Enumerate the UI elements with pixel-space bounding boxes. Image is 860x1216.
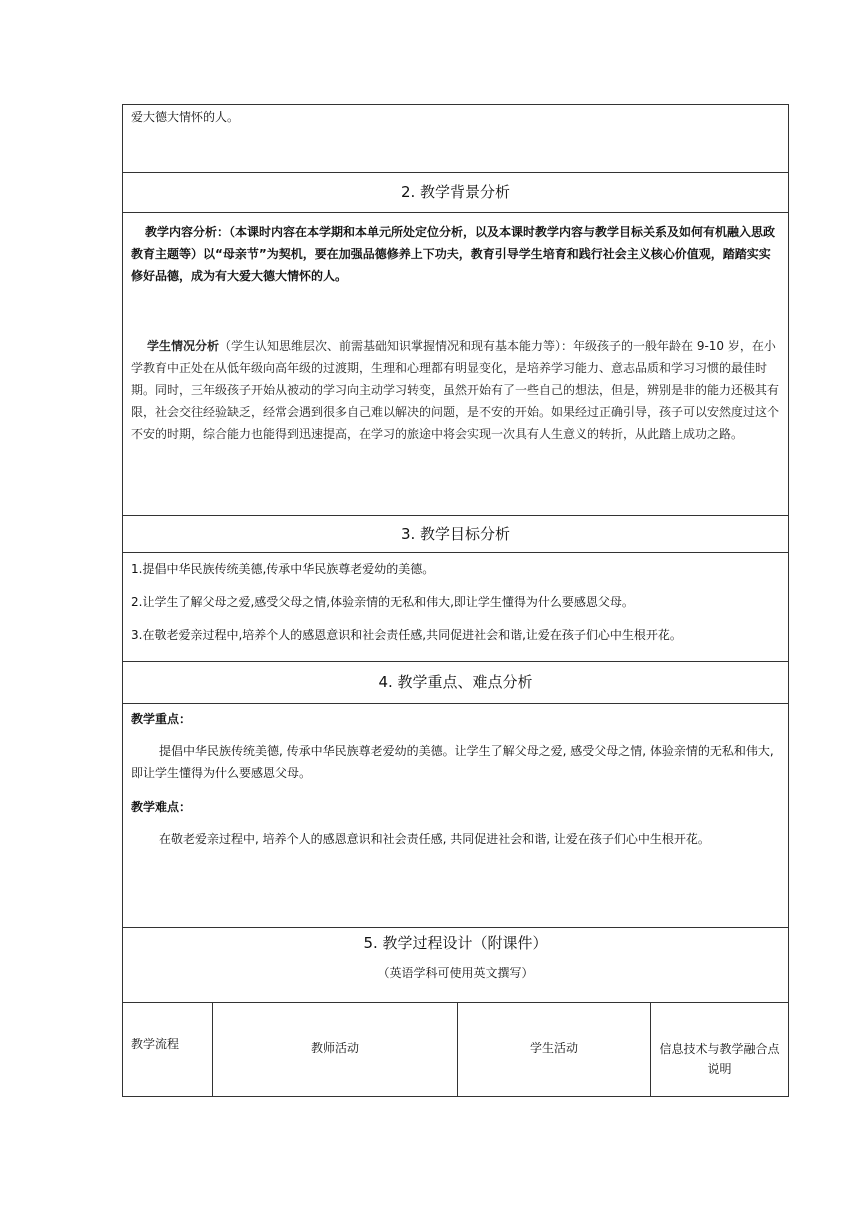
section-3-body — [122, 553, 789, 662]
difficulty-label: 教学难点： — [131, 800, 192, 814]
goal-item: 3.在敬老爱亲过程中,培养个人的感恩意识和社会责任感,共同促进社会和谐,让爱在孩子们心中生根开花。 — [131, 628, 682, 642]
section-4-header — [122, 662, 789, 704]
col-student: 学生活动 — [458, 1003, 651, 1096]
difficulty-text: 在敬老爱亲过程中, 培养个人的感恩意识和社会责任感, 共同促进社会和谐, 让爱在孩子们心中生根开花。 — [159, 832, 710, 846]
process-table-header — [122, 1003, 789, 1097]
section-5-title: 5. 教学过程设计（附课件） — [363, 934, 548, 952]
student-analysis-text: （学生认知思维层次、前需基础知识掌握情况和现有基本能力等）：年级孩子的一般年龄在 9-10 岁，在小学教育中正处在从低年级向高年级的过渡期，生理和心理都有明显变化，是培养学习能力、意志品质和学习习惯的最佳时期。同时，三年级孩子开始从被动的学习向主动学习转变，虽然开始有了一些自己的想法，但是，辨别是非的能力还极其有限，社会交往经验缺乏，经常会遇到很多自己难以解决的问题，是不安的开始。如果经过正确引导，孩子可以安然度过这个不安的时期，综合能力也能得到迅速提高，在学习的旅途中将会实现一次具有人生意义的转折，从此踏上成功之路。 — [131, 339, 780, 441]
goal-item: 1.提倡中华民族传统美德,传承中华民族尊老爱幼的美德。 — [131, 562, 435, 576]
student-analysis-label: 学生情况分析 — [147, 339, 220, 353]
goal-item: 2.让学生了解父母之爱,感受父母之情,体验亲情的无私和伟大,即让学生懂得为什么要感恩父母。 — [131, 595, 634, 609]
content-analysis-text: （本课时内容在本学期和本单元所处定位分析，以及本课时教学内容与教学目标关系及如何有机融入思政教育主题等）以“母亲节”为契机，要在加强品德修养上下功夫，教育引导学生培育和践行社会主义核心价值观，踏踏实实修好品德，成为有大爱大德大情怀的人。 — [131, 225, 776, 283]
section-2-title: 2. 教学背景分析 — [400, 183, 511, 201]
key-point-label: 教学重点： — [131, 712, 192, 726]
section-4-body — [122, 704, 789, 928]
section-4-title: 4. 教学重点、难点分析 — [378, 673, 533, 691]
section-5-subtitle: （英语学科可使用英文撰写） — [377, 966, 534, 980]
section-5-header — [122, 928, 789, 1003]
section-3-header — [122, 516, 789, 553]
section-2-body — [122, 213, 789, 516]
section-3-title: 3. 教学目标分析 — [400, 525, 511, 543]
student-analysis — [131, 335, 780, 445]
key-point-text: 提倡中华民族传统美德, 传承中华民族尊老爱幼的美德。让学生了解父母之爱, 感受父母之情, 体验亲情的无私和伟大, 即让学生懂得为什么要感恩父母。 — [131, 744, 774, 780]
section-1-tail-text: 爱大德大情怀的人。 — [131, 110, 240, 124]
section-2-header — [122, 173, 789, 213]
col-it-integration: 信息技术与教学融合点说明 — [659, 1042, 780, 1076]
lesson-plan-table — [122, 104, 789, 1097]
section-1-tail — [122, 104, 789, 173]
col-teacher: 教师活动 — [213, 1003, 458, 1096]
col-process: 教学流程 — [123, 1003, 213, 1096]
content-analysis — [131, 221, 780, 287]
content-analysis-label: 教学内容分析： — [145, 225, 230, 239]
